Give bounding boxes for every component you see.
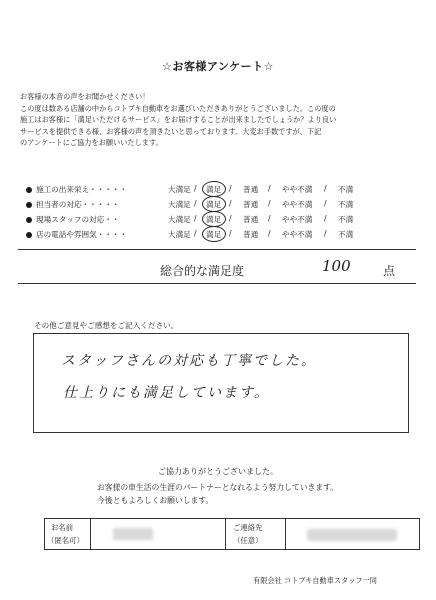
option-satisfied: 満足 <box>206 185 222 194</box>
rating-label: 担当者の対応・・・・・ <box>36 200 120 209</box>
handwritten-comment-line: スタッフさんの対応も丁寧でした。 <box>61 353 317 369</box>
name-label: お名前 <box>51 523 74 532</box>
bullet-icon <box>26 187 32 193</box>
overall-score-value: 100 <box>322 257 351 275</box>
rating-row <box>26 214 426 229</box>
closing-line: 今後ともよろしくお願いします。 <box>97 496 214 505</box>
separator: / <box>194 184 197 193</box>
separator: / <box>324 229 327 238</box>
comment-heading: その他ご意見やご感想をご記入ください。 <box>34 321 179 330</box>
selected-circle-mark <box>202 226 226 242</box>
separator: / <box>268 184 271 193</box>
bullet-icon <box>26 202 32 208</box>
rating-row <box>26 229 426 244</box>
option-somewhat-dissatisfied: やや不満 <box>282 230 313 239</box>
separator: / <box>324 199 327 208</box>
option-very-satisfied: 大満足 <box>168 185 191 194</box>
option-normal: 普通 <box>243 215 259 224</box>
option-dissatisfied: 不満 <box>338 215 354 224</box>
option-dissatisfied: 不満 <box>338 185 354 194</box>
option-dissatisfied: 不満 <box>338 230 354 239</box>
closing-line: お客様の車生活の生涯のパートナーとなれるよう努力していきます。 <box>97 483 339 492</box>
separator: / <box>194 229 197 238</box>
selected-circle-mark <box>202 181 226 197</box>
survey-title: ☆お客様アンケート☆ <box>161 60 275 73</box>
separator: / <box>229 214 232 223</box>
intro-line: サービスを提供できる様、お客様の声を頂きたいと思っております。大変お手数ですが、下記 <box>20 126 322 136</box>
separator: / <box>229 184 232 193</box>
selected-circle-mark <box>202 196 226 212</box>
overall-label: 総合的な満足度 <box>160 264 245 278</box>
rating-label: 店の電話や雰囲気・・・・ <box>36 230 128 239</box>
separator: / <box>268 229 271 238</box>
intro-line: お客様の本音の声をお聞かせください！ <box>20 92 150 101</box>
option-somewhat-dissatisfied: やや不満 <box>282 200 313 209</box>
separator: / <box>229 229 232 238</box>
thanks-text: ご協力ありがとうございました。 <box>158 467 278 476</box>
option-somewhat-dissatisfied: やや不満 <box>282 215 313 224</box>
rating-row <box>26 199 426 214</box>
overall-unit: 点 <box>383 264 396 278</box>
rating-row <box>26 184 426 199</box>
option-satisfied: 満足 <box>206 230 222 239</box>
name-sublabel: （匿名可） <box>47 536 84 545</box>
separator: / <box>194 199 197 208</box>
cell-divider <box>90 519 91 549</box>
option-normal: 普通 <box>243 185 259 194</box>
comment-box <box>33 333 409 433</box>
intro-line: 施工はお客様に「満足いただけるサービス」をお届けすることが出来ましたでしょうか？より良い <box>20 115 337 124</box>
option-very-satisfied: 大満足 <box>168 200 191 209</box>
contact-label: ご連絡先 <box>233 523 263 532</box>
separator: / <box>229 199 232 208</box>
redacted-contact <box>307 529 397 541</box>
rating-label: 現場スタッフの対応・・ <box>36 215 120 224</box>
cell-divider <box>285 519 286 549</box>
separator: / <box>268 199 271 208</box>
intro-text <box>20 91 420 149</box>
separator: / <box>268 214 271 223</box>
intro-line: この度は数ある店舗の中からコトブキ自動車をお選びいただきありがとうございました。この度の <box>20 103 336 113</box>
bullet-icon <box>26 217 32 223</box>
redacted-name <box>113 528 153 540</box>
divider <box>18 249 416 250</box>
selected-circle-mark <box>202 211 226 227</box>
separator: / <box>194 214 197 223</box>
option-very-satisfied: 大満足 <box>168 230 191 239</box>
cell-divider <box>225 519 226 549</box>
handwritten-comment-line: 仕上りにも満足しています。 <box>63 385 270 401</box>
bullet-icon <box>26 232 32 238</box>
option-satisfied: 満足 <box>206 215 222 224</box>
separator: / <box>324 184 327 193</box>
rating-label: 施工の出来栄え・・・・・ <box>36 185 128 194</box>
ratings-list <box>26 184 426 244</box>
divider <box>18 283 416 284</box>
option-normal: 普通 <box>243 230 259 239</box>
option-satisfied: 満足 <box>206 200 222 209</box>
contact-sublabel: （任意） <box>233 536 263 545</box>
separator: / <box>324 214 327 223</box>
option-dissatisfied: 不満 <box>338 200 354 209</box>
contact-form-table <box>44 518 420 550</box>
company-signature: 有限会社 コトブキ自動車スタッフ一同 <box>253 576 377 585</box>
intro-line: のアンケートにご協力をお願いいたします。 <box>20 138 163 147</box>
option-very-satisfied: 大満足 <box>168 215 191 224</box>
option-somewhat-dissatisfied: やや不満 <box>282 185 313 194</box>
option-normal: 普通 <box>243 200 259 209</box>
